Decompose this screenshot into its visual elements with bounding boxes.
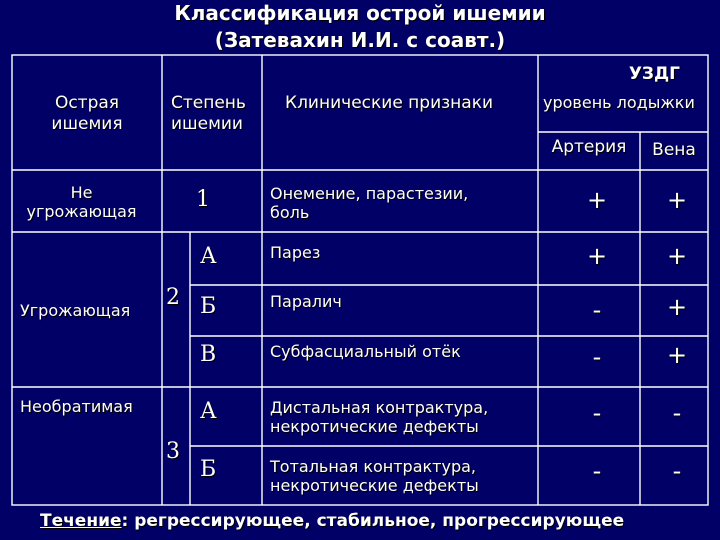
vein-row-4: + [666, 341, 688, 369]
degree-2v: В [200, 342, 217, 367]
title-line-2: (Затевахин И.И. с соавт.) [214, 28, 506, 52]
degree-2b: Б [200, 294, 217, 319]
degree-3a: А [200, 399, 217, 424]
vein-row-6: - [672, 457, 682, 485]
course-text: : регрессирующее, стабильное, прогрессирующее [121, 511, 625, 531]
degree-2: 2 [166, 285, 180, 310]
title-line-1: Классификация острой ишемии [174, 1, 546, 25]
artery-row-6: - [592, 457, 602, 485]
signs-row-6: Тотальная контрактура, некротические дефекты [270, 457, 479, 495]
header-ankle-level: уровень лодыжки [543, 93, 695, 112]
header-acute-ischemia: Острая ишемия [51, 93, 123, 134]
vein-row-5: - [672, 399, 682, 427]
artery-row-4: - [592, 343, 602, 371]
header-clinical-signs: Клинические признаки [285, 93, 494, 113]
signs-row-2: Парез [270, 243, 321, 262]
course-footnote [40, 510, 624, 532]
group-non-threatening: Не угрожающая [26, 183, 137, 221]
artery-row-5: - [592, 399, 602, 427]
header-vein: Вена [652, 140, 696, 160]
signs-row-5: Дистальная контрактура, некротические дефекты [270, 398, 489, 436]
header-uzdg: УЗДГ [628, 64, 680, 84]
signs-row-3: Паралич [270, 292, 342, 311]
signs-row-4: Субфасциальный отёк [270, 342, 461, 361]
degree-3: 3 [166, 439, 180, 464]
vein-row-1: + [666, 186, 688, 214]
vein-row-3: + [666, 293, 688, 321]
vein-row-2: + [666, 242, 688, 270]
course-label: Течение [40, 511, 122, 531]
degree-1: 1 [196, 187, 210, 212]
artery-row-2: + [586, 242, 608, 270]
artery-row-3: - [592, 296, 602, 324]
degree-3b: Б [200, 457, 217, 482]
signs-row-1: Онемение, парастезии, боль [270, 184, 469, 222]
degree-2a: А [200, 244, 217, 269]
artery-row-1: + [586, 186, 608, 214]
group-threatening: Угрожающая [20, 301, 131, 320]
header-artery: Артерия [551, 137, 627, 157]
header-degree: Степень ишемии [171, 93, 246, 134]
group-irreversible: Необратимая [20, 397, 133, 416]
